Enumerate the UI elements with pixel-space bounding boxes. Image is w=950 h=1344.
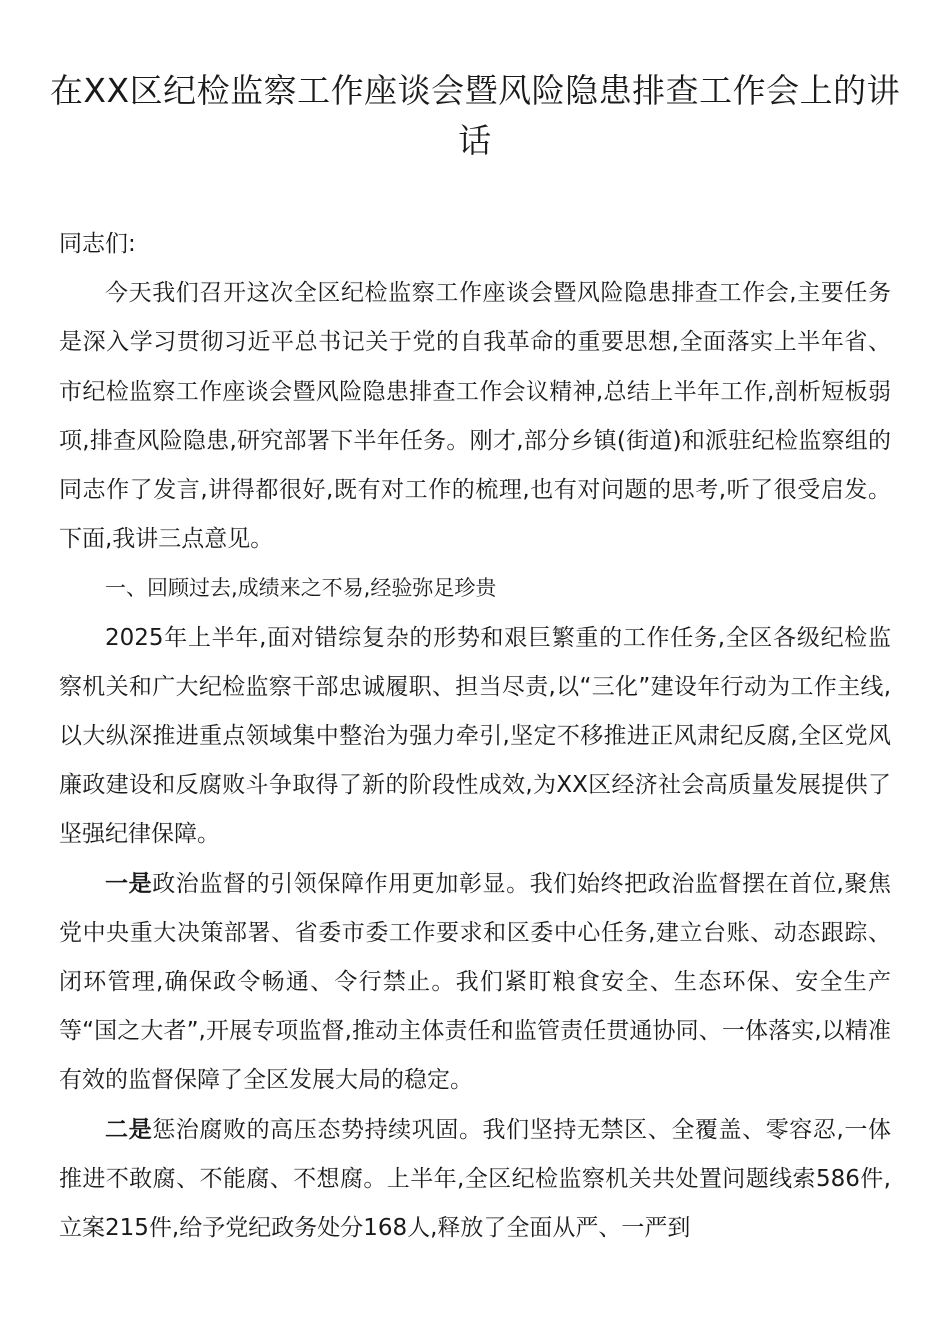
intro-paragraph: 今天我们召开这次全区纪检监察工作座谈会暨风险隐患排查工作会,主要任务是深入学习贯彻习近平总书记关于党的自我革命的重要思想,全面落实上半年省、市纪检监察工作座谈会暨风险隐患排查工作会议精神,总结上半年工作,剖析短板弱项,排查风险隐患,研究部署下半年任务。刚才,部分乡镇(街道)和派驻纪检监察组的同志作了发言,讲得都很好,既有对工作的梳理,也有对问题的思考,听了很受启发。下面,我讲三点意见。 — [59, 280, 891, 553]
point-two-lead: 二是 — [105, 1116, 153, 1143]
point-one-text: 政治监督的引领保障作用更加彰显。我们始终把政治监督摆在首位,聚焦党中央重大决策部署、省委市委工作要求和区委中心任务,建立台账、动态跟踪、闭环管理,确保政令畅通、令行禁止。我们紧盯粮食安全、生态环保、安全生产等“国之大者”,开展专项监督,推动主体责任和监管责任贯通协同、一体落实,以精准有效的监督保障了全区发展大局的稳定。 — [59, 870, 892, 1094]
point-one-lead: 一是 — [105, 870, 153, 897]
point-two-text: 惩治腐败的高压态势持续巩固。我们坚持无禁区、全覆盖、零容忍,一体推进不敢腐、不能腐、不想腐。上半年,全区纪检监察机关共处置问题线索586件,立案215件,给予党纪政务处分168人,释放了全面从严、一严到 — [59, 1116, 892, 1242]
salutation: 同志们: — [59, 231, 136, 257]
document-body — [59, 220, 891, 1253]
document-title: 在XX区纪检监察工作座谈会暨风险隐患排查工作会上的讲话 — [49, 71, 901, 160]
section-one-heading: 一、回顾过去,成绩来之不易,经验弥足珍贵 — [105, 576, 497, 601]
section-one-summary: 2025年上半年,面对错综复杂的形势和艰巨繁重的工作任务,全区各级纪检监察机关和广大纪检监察干部忠诚履职、担当尽责,以“三化”建设年行动为工作主线,以大纵深推进重点领域集中整治为强力牵引,坚定不移推进正风肃纪反腐,全区党风廉政建设和反腐败斗争取得了新的阶段性成效,为XX区经济社会高质量发展提供了坚强纪律保障。 — [59, 624, 891, 848]
point-one-paragraph — [59, 860, 891, 1106]
point-two-paragraph — [59, 1106, 891, 1254]
